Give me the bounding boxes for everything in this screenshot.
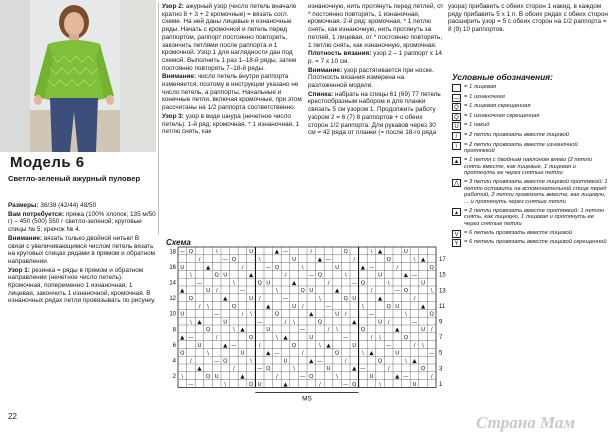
row-number-left: 10 [169, 311, 176, 318]
chart-symbol: ▲ [197, 319, 202, 326]
paragraph-materials: Вам потребуется: пряжа (100% хлопок; 135 м/50 г) – 450 (500) 550 г светло-зеленой; круговые спицы № 5; крючок № 4. [8, 210, 156, 234]
chart-symbol: U [352, 296, 357, 302]
chart-symbol: \ [189, 319, 192, 326]
legend-symbol-icon: U [452, 122, 461, 130]
chart-symbol: Q [188, 249, 194, 256]
chart-symbol: / [430, 327, 433, 334]
chart-symbol: Q [429, 311, 434, 318]
chart-symbol: \ [336, 374, 339, 380]
chart-symbol: ▲ [317, 257, 323, 263]
row-number-right: 1 [439, 381, 443, 388]
chart-symbol: — [265, 264, 272, 271]
chart-symbol: ▲ [360, 264, 366, 271]
chart-symbol: — [368, 311, 375, 318]
chart-symbol: / [198, 257, 201, 263]
chart-symbol: ▲ [180, 335, 185, 341]
chart-symbol: / [232, 366, 235, 373]
legend-item [452, 103, 608, 111]
chart-symbol: / [284, 272, 287, 279]
chart-symbol: / [396, 264, 399, 271]
chart-symbol: U [266, 327, 271, 334]
row-number-right: 13 [439, 288, 446, 295]
chart-symbol: ▲ [223, 342, 228, 349]
chart-symbol: Q [291, 342, 297, 349]
row-number-left: 18 [169, 249, 176, 256]
chart-symbol: \ [250, 358, 253, 365]
chart-symbol: ▲ [223, 296, 228, 302]
chart-symbol: — [188, 335, 194, 341]
chart-symbol: — [222, 257, 229, 263]
chart-symbol: \ [370, 249, 373, 256]
legend-symbol-icon: Q̄ [452, 113, 461, 121]
chart-symbol: — [428, 350, 435, 357]
chart-symbol: / [301, 303, 304, 310]
chart-symbol: \ [361, 303, 364, 310]
chart-symbol: ▲ [197, 366, 202, 373]
row-number-right: 3 [439, 366, 443, 373]
chart-symbol: / [258, 342, 261, 349]
chart-symbol: ▲ [248, 272, 254, 279]
chart-symbol: Q [429, 264, 434, 271]
legend-symbol-icon [452, 84, 461, 92]
chart-symbol: \ [430, 288, 433, 295]
chart-symbol: Q [360, 327, 366, 334]
legend-text: = 1 лицевая скрещенная [464, 103, 531, 110]
chart-symbol: / [387, 366, 390, 373]
chart-symbol: — [308, 272, 315, 279]
legend-text: = 3 петли провязать вместе лицевой протяжкой: 1 петлю оставить на вспомогательной спице перед работой, 2 петли провязать вместе, как лицевую, ... и протянуть через снятые петли [464, 178, 608, 206]
chart-symbol: / [198, 303, 201, 310]
chart-symbol: U [240, 350, 245, 357]
chart-symbol: ▲ [309, 358, 314, 365]
row-number-right: 15 [439, 272, 446, 279]
chart-symbol: ▲ [274, 249, 280, 256]
model-photo [0, 0, 156, 152]
chart-symbol: Q [205, 374, 211, 380]
chart-symbol: ▲ [205, 264, 211, 271]
chart-symbol: ▲ [326, 342, 331, 349]
chart-symbol: ▲ [352, 366, 357, 373]
chart-symbol: \ [318, 296, 321, 302]
paragraph-pattern-2: Узор 2: ажурный узор (число петель вначале кратно 8 + 3 + 2 кромочные) = вязать согл. схеме. На ней даны лицевые и изнаночные ряды. Начать с кромочной и петель перед раппортом, раппорт постоянно повторять, закончить петлями после раппорта и 1 кромочной. Узор 1 для наглядности дан под схемой. Выполнить 1 раз 1–18-й ряды, затем постоянно повторять 7–18-й ряды. [162, 3, 297, 72]
chart-symbol: / [241, 264, 244, 271]
chart-symbol: \ [232, 327, 235, 334]
chart-symbol: Q [334, 350, 340, 357]
legend-text: = 2 петли провязать вместе изнаночной протяжкой [464, 141, 578, 155]
chart-symbol: / [327, 280, 330, 287]
legend-symbol-icon: ⋀ [452, 179, 461, 187]
chart-symbol: / [430, 374, 433, 380]
chart-symbol: ▲ [266, 303, 271, 310]
chart-symbol: \ [301, 264, 304, 271]
legend-symbol-icon: / [452, 132, 461, 140]
chart-symbol: / [241, 311, 244, 318]
chart-symbol: U [403, 249, 408, 256]
legend-item [452, 230, 608, 238]
chart-symbol: U [223, 272, 228, 279]
chart-symbol: — [411, 272, 418, 279]
chart-symbol: Q [274, 264, 280, 271]
chart-symbol: Q [343, 296, 348, 302]
chart-symbol: ▲ [403, 272, 409, 279]
chart-symbol: U [378, 272, 383, 279]
chart-symbol: ▲ [266, 350, 271, 357]
chart-symbol: \ [181, 374, 184, 380]
row-number-left: 14 [169, 280, 176, 287]
chart-symbol: Q [317, 319, 323, 326]
chart-symbol: U [326, 366, 331, 373]
chart-symbol: / [413, 342, 416, 349]
rapport-label: MS [302, 395, 312, 403]
chart-symbol: — [231, 342, 237, 349]
chart-symbol: Q [420, 366, 426, 373]
chart-symbol: / [413, 296, 416, 302]
chart-symbol: Q [317, 272, 323, 279]
chart-symbol: / [275, 374, 278, 380]
chart-symbol: — [256, 366, 263, 373]
chart-symbol: / [370, 288, 373, 295]
chart-symbol: / [327, 327, 330, 334]
paragraph-attention-3: Внимание: узор растягивается при носке. Плотность вязания измерена на разложенной модели. [308, 66, 434, 90]
instructions-column-1 [8, 202, 156, 306]
chart-symbol: \ [404, 358, 407, 365]
row-number-left: 12 [169, 296, 176, 303]
chart-symbol: \ [387, 280, 390, 287]
paragraph-gauge: Плотность вязания: узор 2 – 1 раппорт х 14 р. = 7 х 10 см. [308, 50, 442, 65]
chart-symbol: — [325, 257, 332, 263]
legend-item [452, 179, 608, 206]
chart-symbol: / [189, 358, 192, 365]
chart-symbol: — [342, 335, 349, 341]
legend-symbol-icon: ▲ [453, 158, 460, 165]
chart-symbol: ▲ [283, 381, 288, 388]
legend-text: = 1 изнаночная скрещенная [464, 112, 540, 119]
chart-symbol: \ [336, 327, 339, 334]
chart-symbol: — [385, 342, 392, 349]
legend-text: = 6 петель провязать вместе лицевой [464, 229, 572, 236]
chart-symbol: / [258, 296, 261, 302]
chart-symbol: Q [386, 257, 391, 263]
chart-symbol: U [309, 288, 314, 295]
chart-symbol: ▲ [291, 280, 297, 287]
chart-symbol: — [342, 381, 349, 388]
paragraph-attention-2: Внимание: число петель внутри раппорта изменяется, поэтому в инструкции указано не число петель, а раппорты. Начальные и конечные петли, включая кромочные, при этом рассчитаны на 1/2 раппорта соответственно. [162, 73, 302, 112]
legend-text: = 2 петли провязать вместе лицевой [464, 131, 569, 138]
chart-symbol: Q [386, 303, 391, 310]
chart-symbol: ▲ [334, 288, 340, 295]
chart-symbol: Q [343, 249, 348, 256]
chart-symbol: — [274, 350, 280, 357]
chart-symbol: Q [231, 303, 237, 310]
watermark: Страна Мам [476, 413, 576, 432]
chart-symbol: — [188, 381, 194, 388]
chart-symbol: ▲ [395, 327, 400, 334]
chart-symbol: \ [232, 280, 235, 287]
chart-symbol: \ [422, 342, 425, 349]
row-number-right: 7 [439, 335, 443, 342]
chart-symbol: / [284, 319, 287, 326]
chart-symbol: \ [379, 335, 382, 341]
chart-symbol: \ [258, 257, 261, 263]
chart-symbol: / [310, 249, 313, 256]
chart-symbol: \ [293, 319, 296, 326]
chart-symbol: \ [413, 257, 416, 263]
legend-item [452, 142, 608, 156]
row-number-right: 11 [439, 303, 446, 310]
chart-symbol: Q [188, 296, 194, 302]
chart-symbol: \ [404, 311, 407, 318]
chart-symbol: U [378, 319, 383, 326]
row-number-right: 9 [439, 319, 443, 326]
chart-symbol: U [292, 257, 297, 263]
chart-symbol: Q [205, 327, 211, 334]
instructions-column-2 [162, 3, 302, 137]
legend-symbol-icon: Y [452, 239, 461, 247]
legend-symbol-icon: Q [452, 103, 461, 111]
chart-symbol: — [213, 311, 220, 318]
chart-symbol: U [335, 311, 340, 318]
legend [452, 84, 608, 249]
row-number-left: 4 [172, 358, 176, 365]
chart-symbol: ▲ [377, 296, 383, 302]
chart-symbol: \ [318, 342, 321, 349]
legend-item [452, 122, 608, 130]
chart-symbol: — [179, 249, 186, 256]
chart-symbol: ▲ [377, 249, 383, 256]
chart-symbol: U [283, 358, 288, 365]
chart-symbol: — [411, 319, 418, 326]
chart-symbol: \ [224, 381, 227, 388]
chart-symbol: U [395, 303, 400, 310]
chart-symbol: U [223, 319, 228, 326]
chart-symbol: U [180, 264, 185, 271]
chart-symbol: ▲ [283, 335, 288, 341]
chart-symbol: U [249, 296, 254, 302]
chart-symbol: Q [403, 288, 409, 295]
chart-symbol: U [197, 342, 202, 349]
row-number-left: 2 [172, 374, 176, 381]
chart-symbol: U [180, 311, 185, 318]
instructions-column-4 [448, 3, 608, 35]
chart-symbol: Q [309, 374, 314, 380]
chart-symbol: U [266, 280, 271, 287]
chart-symbol: / [215, 288, 218, 295]
chart-symbol: — [213, 358, 220, 365]
chart-symbol: — [351, 280, 358, 287]
chart-symbol: U [214, 374, 219, 380]
chart-symbol: \ [293, 366, 296, 373]
column-divider [158, 2, 159, 234]
chart-symbol: Q [352, 381, 357, 388]
chart-symbol: \ [275, 288, 278, 295]
paragraph-pattern-3: Узор 3: узор в виде шнура (нечетное число петель). 1-й ряд: кромочная, * 1 изнаночная, 1 петлю снять, как [162, 112, 300, 136]
paragraph-pattern-3-cont: изнаночную, нить протянуть перед петлей, от * постоянно повторять, 1 изнаночная, кромочная. 2-й ряд: кромочная, * 1 петлю снять, как изнаночную, нить протянуть за петлей, 1 лицевая, от * постоянно повторять, 1 петлю снять, как изнаночную, кромочная. [308, 3, 444, 49]
chart-symbol: U [421, 280, 426, 287]
chart-symbol: \ [250, 311, 253, 318]
paragraph-pattern-1: Узор 1: резинка = ряды в прямом и обратном направлении (нечетное число петель). Кромочная, попеременно 1 изнаночная, 1 лицевая, закончить 1 изнаночной, кромочная. В изнаночных рядах петли провязывать по рисунку. [8, 266, 156, 305]
legend-symbol-icon: ▴ [452, 208, 461, 216]
chart-symbol: / [318, 381, 321, 388]
chart-symbol: Q [231, 257, 237, 263]
chart-symbol: Q [257, 280, 262, 287]
chart-symbol: \ [275, 335, 278, 341]
chart-symbol: \ [207, 350, 210, 357]
legend-item [452, 94, 608, 102]
chart-symbol: — [325, 303, 332, 310]
legend-text: = 2 петли провязать вместе протяжкой: 1 петлю снять, как лицевую, 1 лицевая и протянуть ее через снятые петли [464, 207, 604, 228]
legend-item [452, 84, 608, 92]
chart-symbol: — [394, 288, 401, 295]
chart-symbol: / [301, 350, 304, 357]
chart-symbol: ▲ [420, 257, 426, 263]
legend-text: = 1 лицевая [464, 84, 497, 90]
legend-item [452, 113, 608, 121]
chart-symbol: — [282, 249, 289, 256]
row-number-right: 5 [439, 350, 443, 357]
stitch-chart [166, 245, 446, 410]
chart-symbol: \ [361, 350, 364, 357]
chart-symbol: Q [180, 350, 185, 357]
chart-symbol: — [196, 280, 203, 287]
legend-symbol-icon: \ [452, 142, 461, 150]
legend-item [452, 208, 608, 228]
chart-symbol: — [317, 358, 323, 365]
model-title: Модель 6 [10, 154, 85, 171]
chart-symbol: / [215, 335, 218, 341]
chart-symbol: / [344, 358, 347, 365]
chart-symbol: U [206, 288, 211, 295]
chart-symbol: ▲ [240, 327, 245, 334]
chart-symbol: Q [377, 358, 383, 365]
chart-symbol: \ [189, 272, 192, 279]
legend-symbol-icon: — [453, 95, 460, 102]
row-number-left: 6 [172, 342, 176, 349]
paragraph-back: Спинка: набрать на спицы 61 (69) 77 петель крестообразным набором и для планки связать 5 см узором 1. Продолжить работу узором 2 = 6 (7) 8 раппортов + с обеих сторон 1/2 раппорта. Для рукавов через 30 см = 42 ряда от планки (= после 18-го ряда [308, 90, 441, 137]
chart-symbol: \ [215, 249, 218, 256]
chart-symbol: — [282, 296, 289, 302]
model-subtitle: Светло-зеленый ажурный пуловер [8, 174, 141, 183]
chart-symbol: \ [344, 272, 347, 279]
chart-symbol: ▲ [240, 374, 245, 380]
chart-symbol: U [352, 342, 357, 349]
chart-symbol: Q [248, 381, 254, 388]
chart-symbol: Q [266, 366, 271, 373]
chart-symbol: — [299, 327, 306, 334]
chart-symbol: U [257, 381, 262, 388]
chart-symbol: — [368, 264, 375, 271]
row-number-right: 17 [439, 257, 446, 264]
schema-title: Схема [166, 238, 191, 247]
chart-symbol: — [299, 374, 306, 380]
chart-symbol: — [256, 319, 263, 326]
paragraph-attention: Внимание: вязать только двойной нитью! В связи с увеличивающимся числом петель вязать на круговых спицах рядами в прямом и обратном направлении. [8, 234, 156, 265]
paragraph-sizes: Размеры: 36/38 (42/44) 48/50 [8, 202, 97, 209]
legend-text: = 6 петель провязать вместе лицевой скрещенной [464, 239, 607, 246]
legend-text: = 1 изнаночная [464, 93, 505, 100]
instructions-column-3 [308, 3, 444, 138]
chart-symbol: ▲ [420, 303, 426, 310]
chart-symbol: U [309, 335, 314, 341]
chart-symbol: Q [274, 311, 280, 318]
chart-symbol: ▲ [352, 319, 357, 326]
chart-symbol: / [353, 257, 356, 263]
chart-symbol: Q [300, 288, 305, 295]
chart-symbol: \ [207, 303, 210, 310]
page-number: 22 [8, 412, 17, 421]
chart-symbol: U [249, 249, 254, 256]
legend-item [452, 157, 608, 177]
chart-symbol: Q [360, 280, 366, 287]
legend-item [452, 239, 608, 247]
chart-symbol: Q [214, 272, 219, 279]
chart-symbol: U [395, 350, 400, 357]
row-number-left: 16 [169, 264, 176, 271]
chart-symbol: Q [248, 335, 254, 341]
legend-symbol-icon: V [452, 230, 461, 238]
chart-symbol: Q [403, 335, 409, 341]
legend-text: = 1 петля с двойным наклоном влево (2 петли снять вместе, как лицевые, 1 лицевая и протянуть ее через снятые петли [464, 156, 592, 177]
chart-symbol: Q [223, 358, 228, 365]
paragraph-back-cont: узора) прибавить с обеих сторон 1 накид, в каждом ряду прибавить 5 х 1 п. В обоих рядах с обеих сторон расширить узор = 5 с обеих сторон на 1/2 раппорта = 8 (9) 10 раппортов. [448, 3, 608, 34]
chart-symbol: U [369, 374, 374, 380]
chart-symbol: U [292, 303, 297, 310]
chart-symbol: / [387, 319, 390, 326]
legend-title: Условные обозначения: [452, 72, 553, 82]
chart-symbol: ▲ [369, 350, 374, 357]
chart-symbol: — [360, 366, 366, 373]
chart-symbol: ▲ [395, 374, 400, 380]
chart-symbol: ▲ [309, 311, 314, 318]
chart-symbol: / [370, 335, 373, 341]
chart-symbol: U [412, 381, 417, 388]
legend-item [452, 132, 608, 140]
chart-symbol: / [344, 311, 347, 318]
row-number-left: 8 [172, 327, 176, 334]
chart-symbol: — [403, 374, 409, 380]
chart-symbol: — [239, 288, 246, 295]
chart-symbol: \ [379, 381, 382, 388]
chart-symbol: ▲ [412, 358, 417, 365]
legend-text: = 1 накид [464, 122, 490, 129]
chart-symbol: U [421, 327, 426, 334]
chart-symbol: U [335, 264, 340, 271]
chart-symbol: ▲ [180, 288, 185, 295]
